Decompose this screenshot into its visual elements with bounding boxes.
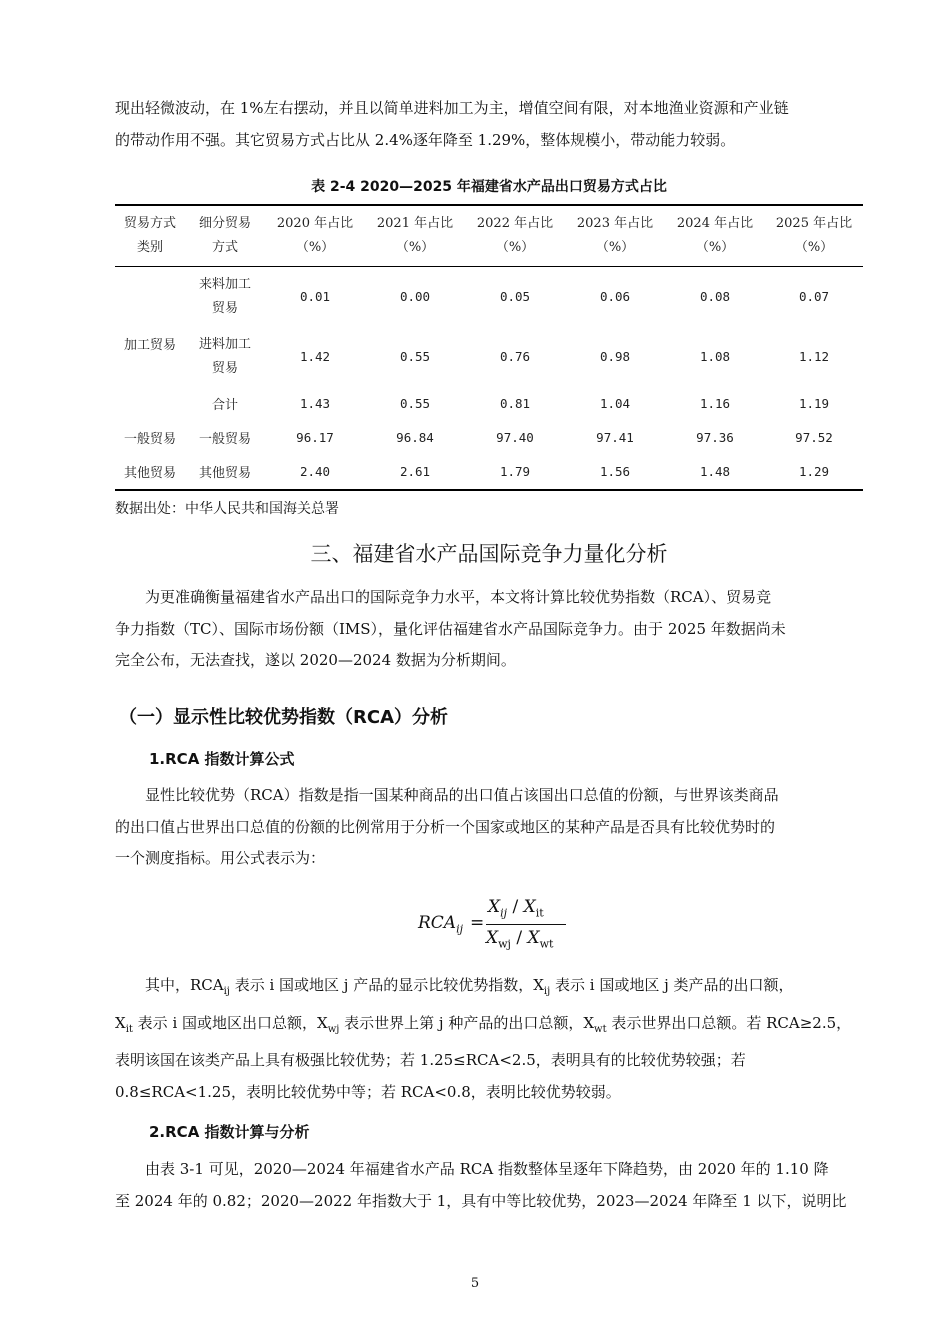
paragraph-line: 表明该国在该类产品上具有极强比较优势；若 1.25≤RCA<2.5，表明具有的比较优势较强；若 xyxy=(115,1051,746,1069)
subsection-heading: （一）显示性比较优势指数（RCA）分析 xyxy=(119,707,448,728)
paragraph-line: 由表 3-1 可见，2020—2024 年福建省水产品 RCA 指数整体呈逐年下降趋势，由 2020 年的 1.10 降 xyxy=(145,1160,829,1178)
header-cell: 贸易方式 类别 xyxy=(123,216,176,255)
value-cell: 0.81 xyxy=(499,396,531,411)
value-cell: 1.04 xyxy=(599,396,631,411)
trade-mode-table xyxy=(115,204,863,491)
paragraph-line: 显性比较优势（RCA）指数是指一国某种商品的出口值占该国出口总值的份额，与世界该类商品 xyxy=(145,786,779,804)
header-cell: 2024 年占比 （%） xyxy=(676,216,754,255)
sub-cell: 一般贸易 xyxy=(198,432,251,447)
value-cell: 97.52 xyxy=(795,430,833,445)
value-cell: 1.19 xyxy=(798,396,830,411)
explanation-paragraph xyxy=(115,970,863,1108)
header-cell: 细分贸易 方式 xyxy=(198,216,251,255)
formula-denominator: $X_{wj} / X_{wt}$ xyxy=(486,928,554,951)
formula-numerator: $X_{ij} / X_{it}$ xyxy=(488,897,544,920)
value-cell: 2.40 xyxy=(299,464,331,479)
category-cell: 加工贸易 xyxy=(123,338,176,354)
item-heading: 2.RCA 指数计算与分析 xyxy=(149,1123,310,1141)
intro-paragraph xyxy=(115,93,863,156)
value-cell: 2.61 xyxy=(399,464,431,479)
formula-lhs: $RCA_{ij}$ xyxy=(418,913,464,936)
paragraph-line: 至 2024 年的 0.82；2020—2022 年指数大于 1，具有中等比较优势，2023—2024 年降至 1 以下，说明比 xyxy=(115,1191,847,1210)
value-cell: 0.00 xyxy=(399,289,431,305)
rca-formula xyxy=(418,895,568,955)
sub-cell: 进料加工 贸易 xyxy=(198,336,251,376)
table-header-row xyxy=(115,205,863,267)
value-cell: 1.79 xyxy=(499,464,531,479)
header-cell: 2025 年占比 （%） xyxy=(775,216,853,255)
category-cell: 一般贸易 xyxy=(123,432,176,447)
intro-line: 现出轻微波动，在 1%左右摆动，并且以简单进料加工为主，增值空间有限，对本地渔业资源和产业链 xyxy=(115,99,789,117)
value-cell: 97.40 xyxy=(496,430,534,445)
category-cell: 其他贸易 xyxy=(123,466,176,481)
intro-line: 的带动作用不强。其它贸易方式占比从 2.4%逐年降至 1.29%，整体规模小，带动能力较弱。 xyxy=(115,130,736,149)
item-heading: 1.RCA 指数计算公式 xyxy=(149,750,295,768)
value-cell: 0.55 xyxy=(399,349,431,364)
table-row xyxy=(115,387,863,421)
value-cell: 1.16 xyxy=(699,396,731,411)
paragraph-line: 争力指数（TC）、国际市场份额（IMS），量化评估福建省水产品国际竞争力。由于 2025 年数据尚未 xyxy=(115,619,786,638)
value-cell: 1.08 xyxy=(699,349,731,364)
value-cell: 0.01 xyxy=(299,289,331,305)
value-cell: 0.08 xyxy=(699,289,731,305)
sub-cell: 合计 xyxy=(211,398,238,413)
paragraph-line: 其中，$RCA_{ij}$ 表示 i 国或地区 j 产品的显示比较优势指数，$X_{ij}$ 表示 i 国或地区 j 类产品的出口额， xyxy=(145,976,794,997)
paragraph-line: 为更准确衡量福建省水产品出口的国际竞争力水平，本文将计算比较优势指数（RCA）、贸易竞 xyxy=(145,588,772,606)
table-row xyxy=(115,455,863,490)
value-cell: 0.06 xyxy=(599,289,631,305)
paragraph-line: $X_{it}$ 表示 i 国或地区出口总额，$X_{wj}$ 表示世界上第 j 种产品的出口总额，$X_{wt}$ 表示世界出口总额。若 RCA≥2.5， xyxy=(115,1013,852,1035)
value-cell: 0.76 xyxy=(499,349,531,364)
table-row xyxy=(115,327,863,387)
page-number: 5 xyxy=(470,1276,480,1291)
paragraph-line: 的出口值占世界出口总值的份额的比例常用于分析一个国家或地区的某种产品是否具有比较优势时的 xyxy=(115,817,776,836)
value-cell: 97.36 xyxy=(696,430,734,445)
value-cell: 0.98 xyxy=(599,349,631,364)
paragraph-line: 一个测度指标。用公式表示为： xyxy=(115,849,326,867)
value-cell: 0.07 xyxy=(798,289,830,305)
definition-paragraph xyxy=(115,780,863,875)
header-cell: 2020 年占比 （%） xyxy=(276,216,354,255)
section-heading: 三、福建省水产品国际竞争力量化分析 xyxy=(310,542,668,566)
analysis-paragraph xyxy=(115,1154,863,1217)
table-row xyxy=(115,421,863,455)
value-cell: 1.12 xyxy=(798,349,830,364)
header-cell: 2022 年占比 （%） xyxy=(476,216,554,255)
header-cell: 2021 年占比 （%） xyxy=(376,216,454,255)
formula-equals: = xyxy=(470,913,485,933)
value-cell: 96.84 xyxy=(396,430,434,445)
sub-cell: 来料加工 贸易 xyxy=(198,276,251,316)
section-paragraph xyxy=(115,582,863,677)
paragraph-line: 0.8≤RCA<1.25，表明比较优势中等；若 RCA<0.8，表明比较优势较弱。 xyxy=(115,1082,621,1101)
table-row xyxy=(115,267,863,327)
value-cell: 1.48 xyxy=(699,464,731,479)
value-cell: 1.43 xyxy=(299,396,331,411)
value-cell: 0.55 xyxy=(399,396,431,411)
value-cell: 1.29 xyxy=(798,464,830,479)
value-cell: 97.41 xyxy=(596,430,634,445)
value-cell: 0.05 xyxy=(499,289,531,305)
paragraph-line: 完全公布，无法查找，遂以 2020—2024 数据为分析期间。 xyxy=(115,651,516,669)
header-cell: 2023 年占比 （%） xyxy=(576,216,654,255)
value-cell: 1.42 xyxy=(299,349,331,364)
value-cell: 96.17 xyxy=(296,430,334,445)
value-cell: 1.56 xyxy=(599,464,631,479)
sub-cell: 其他贸易 xyxy=(198,466,251,481)
fraction-bar xyxy=(486,924,566,925)
table-caption: 表 2-4 2020—2025 年福建省水产品出口贸易方式占比 xyxy=(311,179,667,195)
table-source: 数据出处：中华人民共和国海关总署 xyxy=(115,501,339,517)
